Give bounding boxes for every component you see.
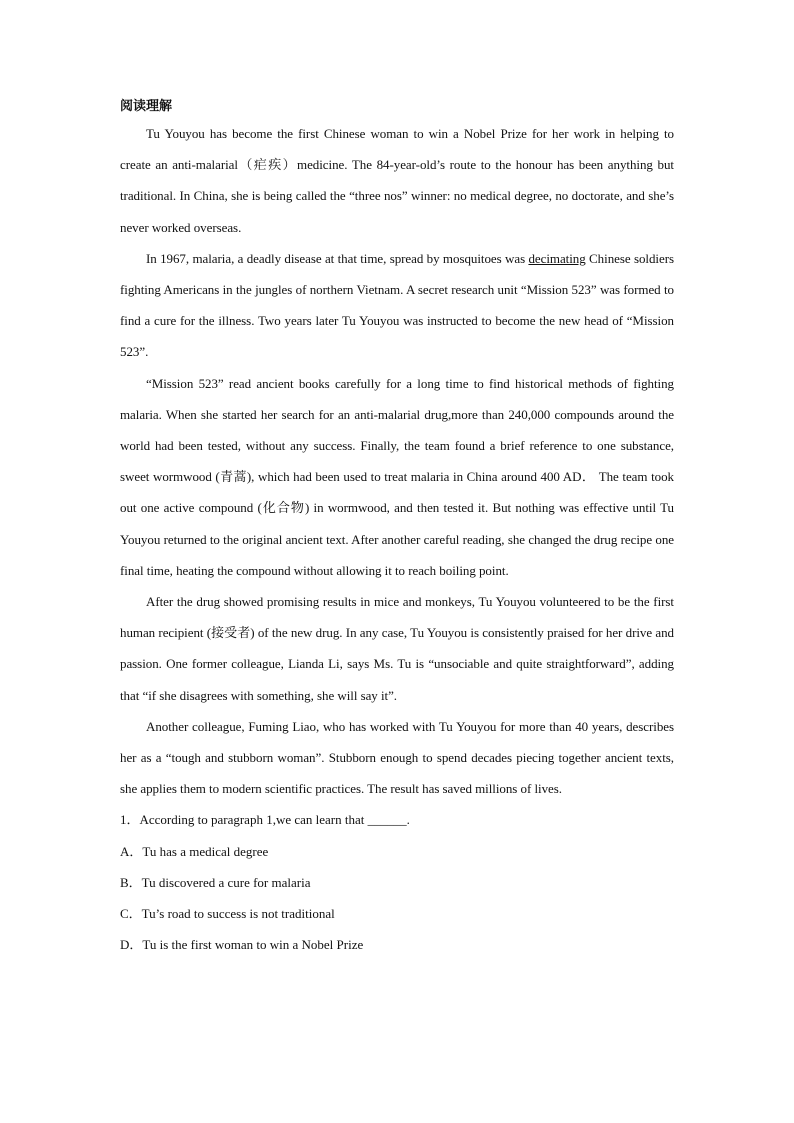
- passage-paragraph-5: Another colleague, Fuming Liao, who has worked with Tu Youyou for more than 40 years, describes her as a “tough and stubborn woman”. Stubborn enough to spend decades piecing together ancient texts, she applies them to modern scientific practices. The result has saved millions of lives.: [120, 718, 674, 797]
- paragraph-2-text-start: In 1967, malaria, a deadly disease at that time, spread by mosquitoes was: [146, 250, 529, 266]
- passage-paragraph-4: After the drug showed promising results in mice and monkeys, Tu Youyou volunteered to be the first human recipient (接受者) of the new drug. In any case, Tu Youyou is consistently praised for her drive and passion. One former colleague, Lianda Li, says Ms. Tu is “unsociable and quite straightforward”, adding that “if she disagrees with something, she will say it”.: [120, 594, 674, 703]
- question-stem: 1．According to paragraph 1,we can learn that ______.: [120, 812, 410, 828]
- option-a: A．Tu has a medical degree: [120, 843, 269, 859]
- underlined-word: decimating: [528, 250, 586, 266]
- passage-paragraph-3: “Mission 523” read ancient books carefully for a long time to find historical methods of fighting malaria. When she started her search for an anti-malarial drug,more than 240,000 compounds around the world had been tested, without any success. Finally, the team found a brief reference to one substance, sweet wormwood (青蒿), which had been used to treat malaria in China around 400 AD． The team took out one active compound (化合物) in wormwood, and then tested it. But nothing was effective until Tu Youyou returned to the original ancient text. After another careful reading, she changed the drug recipe one final time, heating the compound without allowing it to reach boiling point.: [120, 375, 674, 578]
- option-b: B．Tu discovered a cure for malaria: [120, 874, 311, 890]
- passage-paragraph-1: Tu Youyou has become the first Chinese woman to win a Nobel Prize for her work in helping to create an anti-malarial（疟疾）medicine. The 84-year-old’s route to the honour has been anything but traditional. In China, she is being called the “three nos” winner: no medical degree, no doctorate, and she’s never worked overseas.: [120, 126, 674, 235]
- section-title: 阅读理解: [120, 98, 173, 113]
- paragraph-2-text-end: Chinese soldiers fighting Americans in the jungles of northern Vietnam. A secret research unit “Mission 523” was formed to find a cure for the illness. Two years later Tu Youyou was instructed to become the new head of “Mission 523”.: [120, 250, 674, 360]
- passage-paragraph-2: [120, 243, 674, 368]
- option-d: D．Tu is the first woman to win a Nobel Prize: [120, 937, 364, 953]
- option-c: C．Tu’s road to success is not traditional: [120, 906, 335, 922]
- answer-options: [120, 836, 674, 961]
- document-page: [120, 96, 674, 960]
